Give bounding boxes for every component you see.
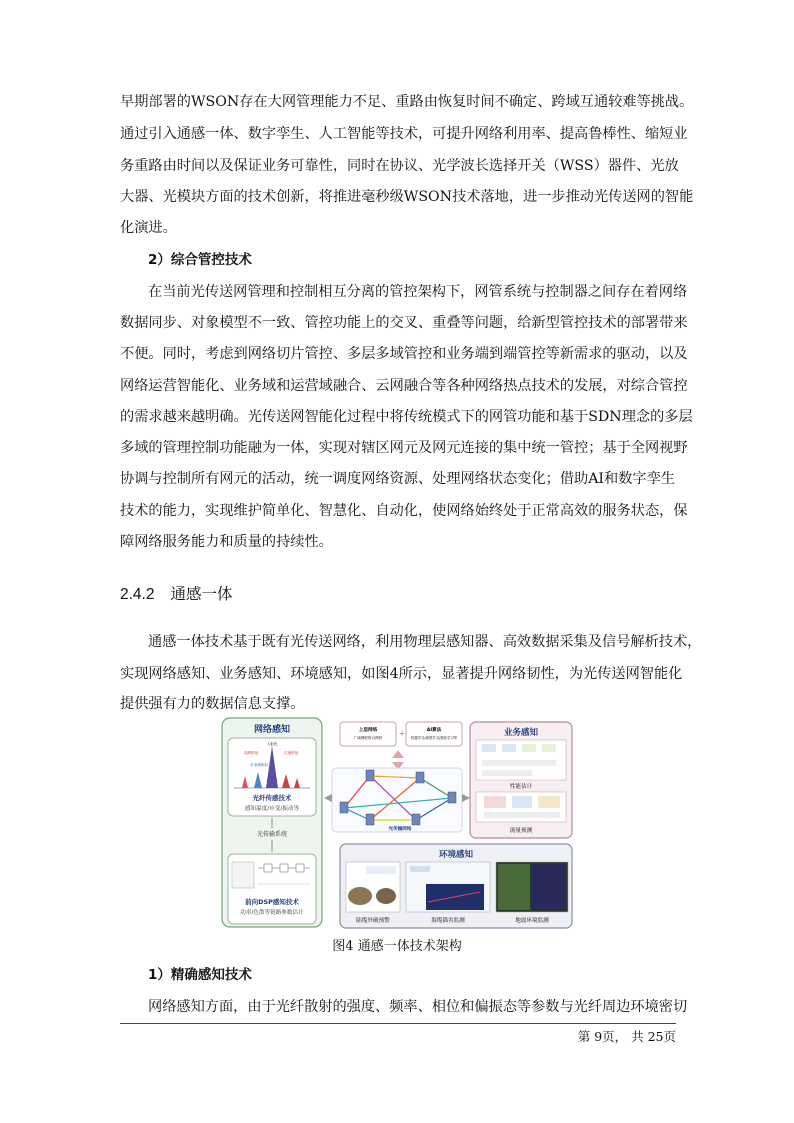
- upper-network-box: [340, 722, 396, 746]
- env-sensing-title: 环境感知: [438, 850, 474, 860]
- body-text-line: 障网络服务能力和质量的持续性。: [120, 534, 333, 550]
- upper-network-title: 上层网络: [358, 728, 378, 733]
- figure-architecture: [220, 716, 576, 931]
- body-text-line: 数据同步、对象模型不一致、管控功能上的交叉、重叠等问题，给新型管控技术的部署带来: [120, 315, 688, 331]
- page-footer: 第 9页， 共 25页: [577, 1029, 676, 1044]
- svc-sensing-title: 业务感知: [503, 728, 539, 738]
- net-sensing-title: 网络感知: [253, 725, 291, 735]
- body-text-line: 大器、光模块方面的技术创新，将推进毫秒级WSON技术落地，进一步推动光传送网的智能: [120, 189, 694, 205]
- body-text-line: 技术的能力，实现维护简单化、智慧化、自动化，使网络始终处于正常高效的服务状态，保: [120, 503, 688, 519]
- spectrum-label: 瑞利散射: [244, 751, 259, 755]
- section-title: 通感一体: [170, 586, 233, 603]
- body-text-line: 务重路由时间以及保证业务可靠性，同时在协议、光学波长选择开关（WSS）器件、光放: [120, 158, 679, 174]
- body-text-line: 的需求越来越明确。光传送网智能化过程中将传统模式下的网管功能和基于SDN理念的多层: [120, 409, 693, 425]
- spectrum-label: 布里渊散射: [250, 763, 268, 767]
- body-text-line: 不便。同时，考虑到网络切片管控、多层多域管控和业务端到端管控等新需求的驱动，以及: [120, 346, 688, 362]
- env-label-quake: 地震环境监测: [515, 918, 549, 924]
- body-text-line: 提供强有力的数据信息支撑。: [120, 696, 305, 712]
- body-text-line: 多域的管理控制功能融为一体，实现对辖区网元及网元连接的集中统一管控；基于全网视野: [120, 440, 688, 456]
- body-text-line: 通过引入通感一体、数字孪生、人工智能等技术，可提升网络利用率、提高鲁棒性、缩短业: [120, 126, 688, 142]
- svg-text:+: +: [398, 729, 406, 738]
- body-text-line: 早期部署的WSON存在大网管理能力不足、重路由恢复时间不确定、跨域互通较难等挑战。: [120, 94, 694, 110]
- spectrum-label: 拉曼散射: [284, 751, 299, 755]
- body-text-line: 在当前光传送网管理和控制相互分离的管控架构下，网管系统与控制器之间存在着网络: [148, 284, 688, 300]
- env-label-land: 陆缆外破预警: [356, 918, 390, 924]
- ai-algorithm-title: AI算法: [426, 728, 442, 733]
- fiber-tech-label: 光纤传感技术: [252, 794, 292, 802]
- fiber-desc-label: 感知温度/应变/振动等: [244, 806, 300, 812]
- body-text-line: 协调与控制所有网元的活动，统一调度网络资源、处理网络状态变化；借助AI和数字孪生: [120, 471, 675, 487]
- body-text-line: 网络运营智能化、业务域和运营域融合、云网融合等各种网络热点技术的发展，对综合管控: [120, 378, 688, 394]
- dsp-tech-label: 前向DSP感知技术: [245, 898, 299, 906]
- footer-rule: [120, 1023, 676, 1024]
- performance-label: 性能估计: [509, 784, 533, 790]
- section-heading: [120, 582, 233, 604]
- body-text-line: 通感一体技术基于既有光传送网络，利用物理层感知器、高效数据采集及信号解析技术，: [148, 634, 702, 650]
- ai-algorithm-desc: 机器学习/深度学习/强化学习等: [410, 736, 458, 740]
- spectrum-label: 入射光: [266, 742, 278, 746]
- dsp-desc-label: 功率/色散等链路参数估计: [240, 910, 304, 916]
- body-text-line: 网络感知方面，由于光纤散射的强度、频率、相位和偏振态等参数与光纤周边环境密切: [148, 999, 688, 1015]
- figure-caption: 图4 通感一体技术架构: [332, 939, 462, 954]
- upper-network-desc: 广域网联络合网管: [353, 736, 383, 740]
- flow-label: 流量预测: [509, 828, 533, 834]
- subheading-mgmt: 2）综合管控技术: [148, 252, 252, 268]
- section-number: 2.4.2: [120, 586, 155, 603]
- ai-algorithm-box: [406, 722, 462, 746]
- body-text-line: 实现网络感知、业务感知、环境感知，如图4所示，显著提升网络韧性，为光传送网智能化: [120, 666, 683, 682]
- subheading-precise: 1）精确感知技术: [148, 967, 252, 983]
- optical-system-label: 光传输系统: [256, 831, 288, 838]
- center-network-label: 光传输网络: [388, 827, 412, 832]
- body-text-line: 化演进。: [120, 220, 177, 236]
- env-label-sea: 海缆锚害监测: [431, 918, 465, 924]
